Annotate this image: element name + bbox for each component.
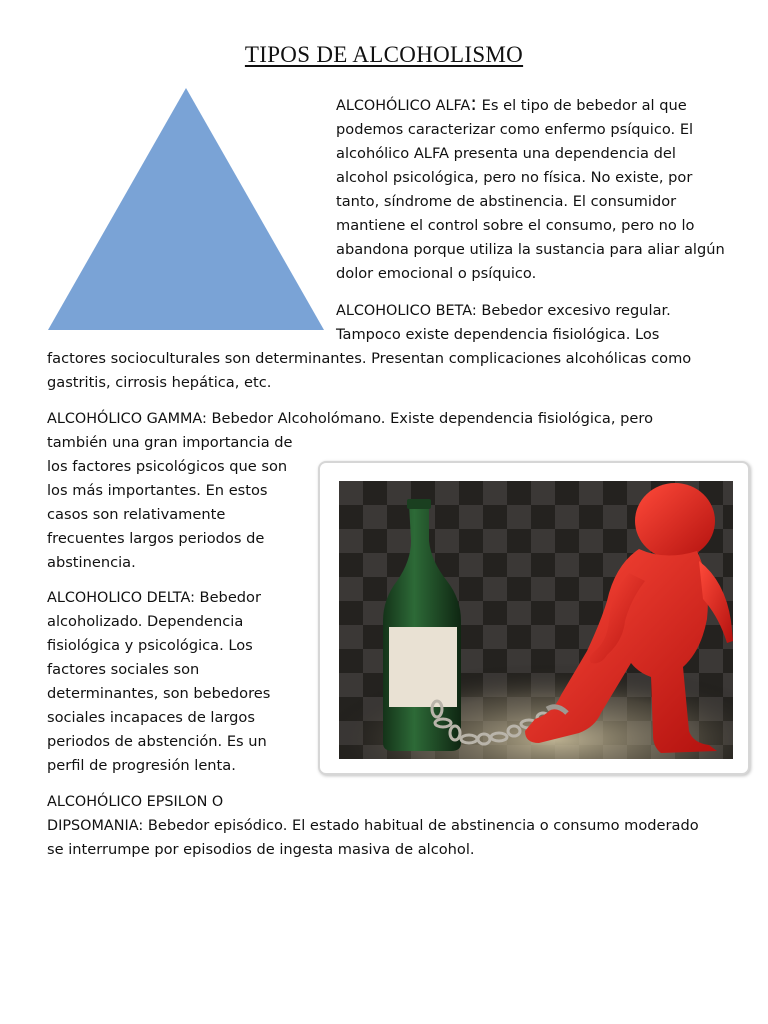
delta-label: ALCOHOLICO DELTA: — [47, 590, 195, 606]
blue-triangle-shape — [46, 86, 326, 332]
delta-line-4: factores sociales son — [47, 661, 200, 678]
gamma-line-1: ALCOHÓLICO GAMMA: Bebedor Alcoholómano. Existe dependencia fisiológica, pero — [47, 410, 654, 427]
gamma-line-5: casos son relativamente — [47, 506, 226, 523]
document-title: TIPOS DE ALCOHOLISMO — [244, 42, 524, 67]
beta-line-4: gastritis, cirrosis hepática, etc. — [47, 374, 272, 391]
alfa-line-4: alcohol psicológica, pero no física. No existe, por — [336, 169, 693, 186]
beta-paragraph-cont — [47, 347, 747, 395]
delta-line-7: periodos de abstención. Es un — [47, 733, 267, 750]
alfa-line-1: ALCOHÓLICO ALFA: Es el tipo de bebedor al que — [336, 91, 687, 115]
alfa-colon: : — [470, 91, 478, 115]
gamma-label: ALCOHÓLICO GAMMA: — [47, 411, 207, 427]
gamma-line-2: también una gran importancia de — [47, 434, 293, 451]
beta-paragraph — [336, 299, 756, 347]
epsilon-line-1: ALCOHÓLICO EPSILON O — [47, 794, 224, 810]
image-frame — [318, 461, 750, 775]
delta-line-3: fisiológica y psicológica. Los — [47, 637, 253, 654]
gamma-line-4: los más importantes. En estos — [47, 482, 268, 499]
delta-paragraph — [47, 586, 317, 778]
delta-line-6: sociales incapaces de largos — [47, 709, 255, 726]
epsilon-label: DIPSOMANIA: — [47, 818, 144, 834]
alfa-line-2: podemos caracterizar como enfermo psíquico. El — [336, 121, 694, 138]
gamma-line-3: los factores psicológicos que son — [47, 458, 288, 475]
gamma-line-7: abstinencia. — [47, 554, 136, 571]
beta-line-3: factores socioculturales son determinantes. Presentan complicaciones alcohólicas como — [47, 350, 692, 367]
beta-line-1: ALCOHOLICO BETA: Bebedor excesivo regular. — [336, 302, 671, 319]
gamma-line-6: frecuentes largos periodos de — [47, 530, 265, 547]
epsilon-line-3: se interrumpe por episodios de ingesta masiva de alcohol. — [47, 841, 475, 858]
epsilon-paragraph — [47, 790, 747, 862]
alfa-line-6: mantiene el control sobre el consumo, pero no lo — [336, 217, 695, 234]
delta-line-2: alcoholizado. Dependencia — [47, 613, 244, 630]
epsilon-line-2: DIPSOMANIA: Bebedor episódico. El estado habitual de abstinencia o consumo moderado — [47, 817, 699, 834]
alfa-line-3: alcohólico ALFA presenta una dependencia del — [336, 145, 676, 162]
chained-figure-bottle-image — [339, 481, 733, 759]
alfa-label: ALCOHÓLICO ALFA — [336, 98, 471, 114]
alfa-paragraph — [336, 91, 736, 286]
beta-label: ALCOHOLICO BETA: — [336, 303, 477, 319]
alfa-line-7: abandona porque utiliza la sustancia para aliar algún — [336, 241, 725, 258]
delta-line-5: determinantes, son bebedores — [47, 685, 271, 702]
bottle-label-blank — [389, 627, 457, 707]
delta-line-8: perfil de progresión lenta. — [47, 757, 236, 774]
alfa-line-5: tanto, síndrome de abstinencia. El consumidor — [336, 193, 677, 210]
beta-line-2: Tampoco existe dependencia fisiológica. Los — [336, 326, 660, 343]
triangle-polygon — [48, 88, 324, 330]
alfa-line-8: dolor emocional o psíquico. — [336, 265, 537, 282]
delta-line-1: ALCOHOLICO DELTA: Bebedor — [47, 589, 261, 606]
